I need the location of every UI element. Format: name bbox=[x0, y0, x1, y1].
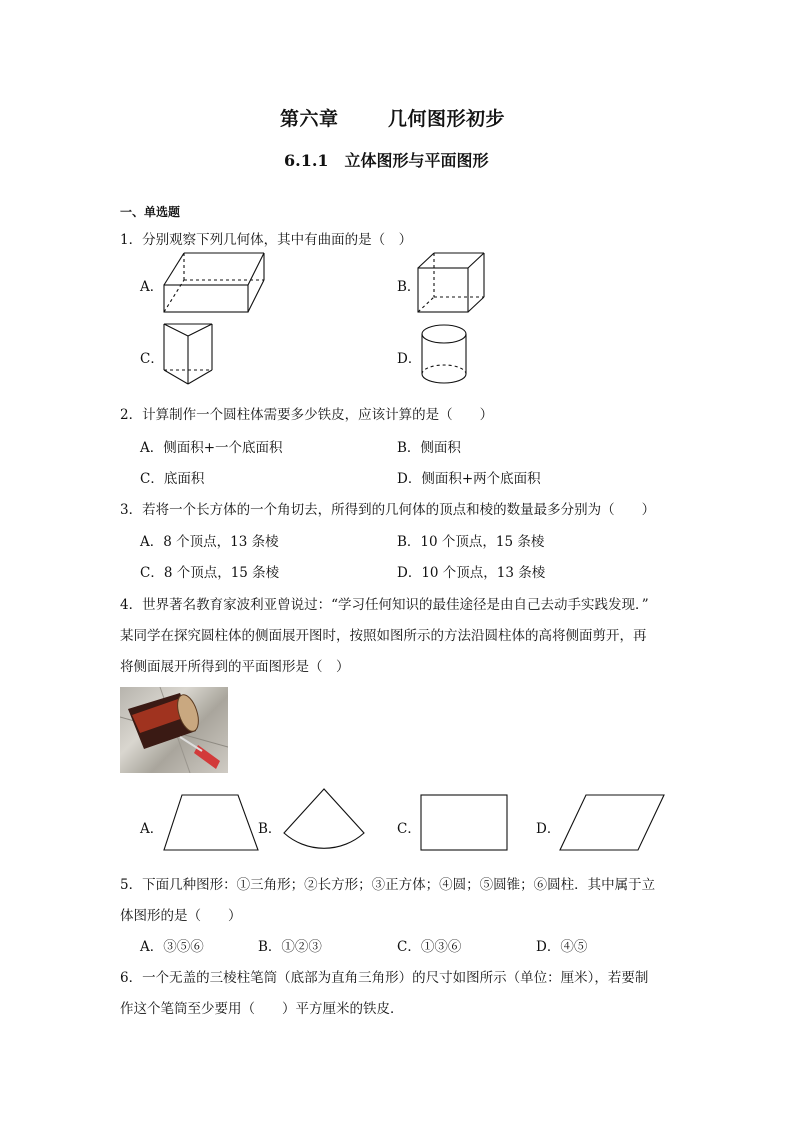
trapezoid-icon bbox=[162, 792, 262, 854]
question-4-line-1: 4．世界著名教育家波利亚曾说过：“学习任何知识的最佳途径是由自己去动手实践发现．” bbox=[120, 597, 649, 613]
question-6-line-1: 6．一个无盖的三棱柱笔筒（底部为直角三角形）的尺寸如图所示（单位：厘米），若要制 bbox=[120, 970, 649, 986]
q1-option-b-label: B． bbox=[397, 279, 421, 295]
lesson-title: 6.1.1 立体图形与平面图形 bbox=[284, 151, 489, 170]
q2-option-b: B．侧面积 bbox=[397, 440, 461, 456]
question-4-line-3: 将侧面展开所得到的平面图形是（ ） bbox=[120, 659, 350, 675]
q5-option-c: C．①③⑥ bbox=[397, 939, 462, 955]
q4-option-c-label: C． bbox=[397, 821, 421, 837]
cube-icon bbox=[414, 250, 490, 316]
q3-option-d: D．10 个顶点，13 条棱 bbox=[397, 565, 546, 581]
q5-option-b: B．①②③ bbox=[258, 939, 322, 955]
question-5-line-2: 体图形的是（ ） bbox=[120, 908, 242, 924]
parallelogram-icon bbox=[558, 792, 668, 854]
cuboid-icon bbox=[160, 250, 270, 316]
q3-option-a: A．8 个顶点，13 条棱 bbox=[140, 534, 279, 550]
question-5-line-1: 5．下面几种图形：①三角形；②长方形；③正方体；④圆；⑤圆锥；⑥圆柱．其中属于立 bbox=[120, 877, 656, 893]
q2-option-a: A．侧面积+一个底面积 bbox=[140, 440, 283, 456]
question-1-stem: 1．分别观察下列几何体，其中有曲面的是（ ） bbox=[120, 232, 413, 248]
question-3-stem: 3．若将一个长方体的一个角切去，所得到的几何体的顶点和棱的数量最多分别为（ ） bbox=[120, 502, 656, 518]
q3-option-b: B．10 个顶点，15 条棱 bbox=[397, 534, 545, 550]
q1-option-c-label: C． bbox=[140, 351, 164, 367]
cylinder-icon bbox=[418, 322, 472, 388]
q4-option-a-label: A． bbox=[140, 821, 164, 837]
q5-option-d: D．④⑤ bbox=[536, 939, 588, 955]
q2-option-c: C．底面积 bbox=[140, 471, 205, 487]
q1-option-a-label: A． bbox=[140, 279, 164, 295]
q4-option-b-label: B． bbox=[258, 821, 282, 837]
question-2-stem: 2．计算制作一个圆柱体需要多少铁皮，应该计算的是（ ） bbox=[120, 407, 494, 423]
q1-option-d-label: D． bbox=[397, 351, 422, 367]
question-4-line-2: 某同学在探究圆柱体的侧面展开图时，按照如图所示的方法沿圆柱体的高将侧面剪开，再 bbox=[120, 628, 647, 644]
rectangle-icon bbox=[418, 792, 512, 854]
chapter-title: 几何图形初步 bbox=[388, 108, 506, 130]
question-6-line-2: 作这个笔筒至少要用（ ）平方厘米的铁皮． bbox=[120, 1001, 404, 1017]
cylinder-cutting-photo bbox=[120, 687, 228, 773]
q2-option-d: D．侧面积+两个底面积 bbox=[397, 471, 541, 487]
q5-option-a: A．③⑤⑥ bbox=[140, 939, 204, 955]
triangular-prism-icon bbox=[160, 320, 216, 390]
sector-icon bbox=[280, 786, 370, 856]
q4-option-d-label: D． bbox=[536, 821, 561, 837]
section-title: 一、单选题 bbox=[120, 205, 181, 219]
q3-option-c: C．8 个顶点，15 条棱 bbox=[140, 565, 280, 581]
chapter-number: 第六章 bbox=[280, 108, 339, 130]
